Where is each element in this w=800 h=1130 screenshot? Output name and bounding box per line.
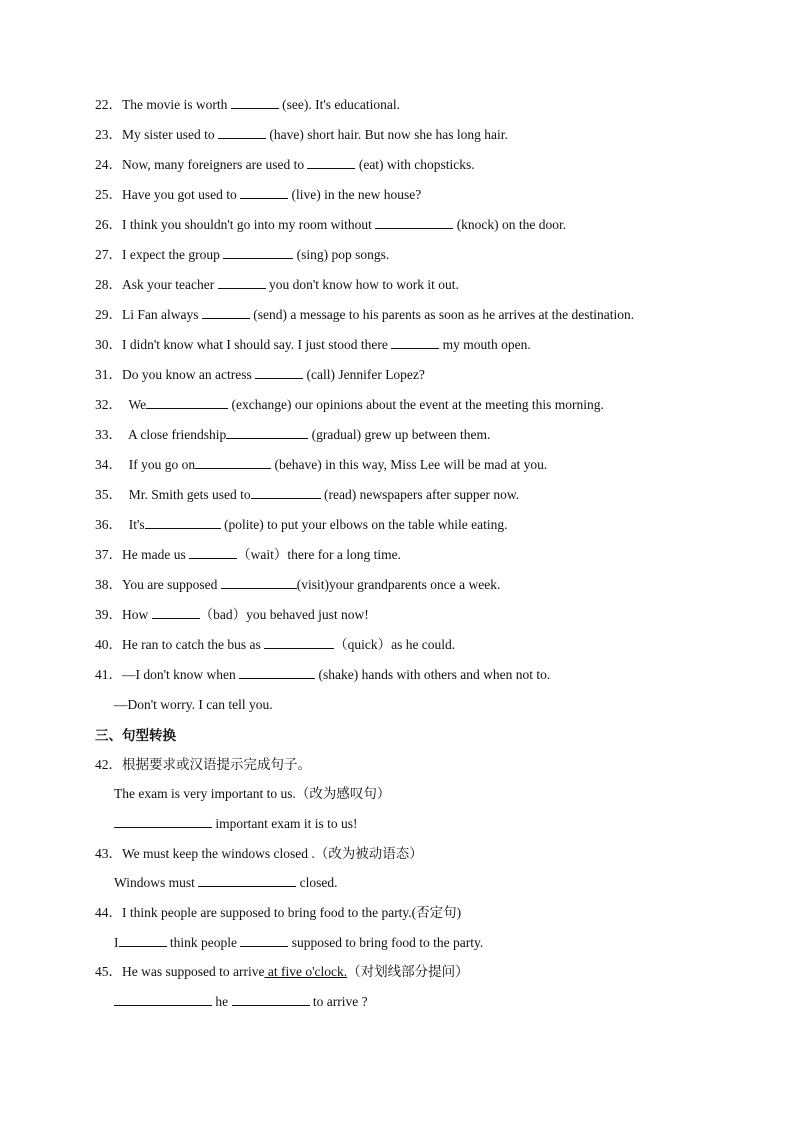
question-text: (polite) to put your elbows on the table while eating. xyxy=(220,517,508,532)
question-q45a xyxy=(114,993,368,1011)
question-text: I expect the group xyxy=(122,247,224,262)
question-q34 xyxy=(95,456,547,474)
question-text: (read) newspapers after supper now. xyxy=(320,487,520,502)
question-number: 34． xyxy=(95,457,122,472)
question-text: my mouth open. xyxy=(439,337,531,352)
question-number: 32． xyxy=(95,397,122,412)
question-text: to arrive ? xyxy=(309,994,368,1009)
question-text: —I don't know when xyxy=(122,667,240,682)
answer-blank[interactable] xyxy=(202,306,250,319)
answer-blank[interactable] xyxy=(152,606,200,619)
question-number: 33． xyxy=(95,427,122,442)
question-number: 35． xyxy=(95,487,122,502)
question-q45 xyxy=(95,963,469,981)
section-heading: 三、句型转换 xyxy=(95,728,176,743)
question-text: think people xyxy=(166,935,241,950)
answer-blank[interactable] xyxy=(391,336,439,349)
question-text: Windows must xyxy=(114,875,199,890)
question-text: (visit)your grandparents once a week. xyxy=(296,577,501,592)
question-text: A close friendship xyxy=(122,427,227,442)
question-text: important exam it is to us! xyxy=(212,816,358,831)
question-text: Ask your teacher xyxy=(122,277,218,292)
answer-blank[interactable] xyxy=(114,815,212,828)
question-number: 39． xyxy=(95,607,122,622)
answer-blank[interactable] xyxy=(195,456,271,469)
question-q41b xyxy=(114,696,273,714)
question-q22 xyxy=(95,96,400,114)
question-q25 xyxy=(95,186,421,204)
answer-blank[interactable] xyxy=(221,576,297,589)
answer-blank[interactable] xyxy=(223,246,293,259)
question-text: （bad）you behaved just now! xyxy=(199,607,369,622)
question-q33 xyxy=(95,426,490,444)
question-q42a xyxy=(114,785,390,803)
question-text: (gradual) grew up between them. xyxy=(308,427,491,442)
answer-blank[interactable] xyxy=(198,874,296,887)
question-number: 40． xyxy=(95,637,122,652)
answer-blank[interactable] xyxy=(375,216,453,229)
question-text: Li Fan always xyxy=(122,307,202,322)
question-q43a xyxy=(114,874,337,892)
question-text: —Don't worry. I can tell you. xyxy=(114,697,273,712)
question-text: (live) in the new house? xyxy=(288,187,422,202)
question-text: (eat) with chopsticks. xyxy=(355,157,475,172)
question-q27 xyxy=(95,246,389,264)
question-text: （quick）as he could. xyxy=(334,637,456,652)
question-q23 xyxy=(95,126,508,144)
question-number: 28． xyxy=(95,277,122,292)
answer-blank[interactable] xyxy=(218,276,266,289)
question-text: I think people are supposed to bring food to the party.(否定句) xyxy=(122,905,462,920)
question-q32 xyxy=(95,396,604,414)
question-text: (send) a message to his parents as soon as he arrives at the destination. xyxy=(249,307,635,322)
question-text: (sing) pop songs. xyxy=(293,247,390,262)
question-q43 xyxy=(95,845,423,863)
answer-blank[interactable] xyxy=(239,666,315,679)
question-text: I think you shouldn't go into my room without xyxy=(122,217,376,232)
question-text: （wait）there for a long time. xyxy=(237,547,401,562)
question-text: I xyxy=(114,935,119,950)
question-number: 23． xyxy=(95,127,122,142)
answer-blank[interactable] xyxy=(264,636,334,649)
question-text: The exam is very important to us.（改为感叹句） xyxy=(114,786,391,801)
question-q37 xyxy=(95,546,401,564)
question-text: Do you know an actress xyxy=(122,367,256,382)
question-text: Have you got used to xyxy=(122,187,241,202)
question-q41 xyxy=(95,666,550,684)
question-number: 25． xyxy=(95,187,122,202)
question-text: supposed to bring food to the party. xyxy=(288,935,484,950)
question-q38 xyxy=(95,576,500,594)
question-q39 xyxy=(95,606,369,624)
question-number: 44． xyxy=(95,905,122,920)
answer-blank[interactable] xyxy=(146,396,228,409)
question-q36 xyxy=(95,516,508,534)
answer-blank[interactable] xyxy=(240,934,288,947)
answer-blank[interactable] xyxy=(119,934,167,947)
question-number: 26． xyxy=(95,217,122,232)
question-text: (exchange) our opinions about the event at the meeting this morning. xyxy=(228,397,604,412)
question-number: 31． xyxy=(95,367,122,382)
question-q28 xyxy=(95,276,459,294)
answer-blank[interactable] xyxy=(226,426,308,439)
question-text: If you go on xyxy=(122,457,196,472)
question-number: 42． xyxy=(95,757,122,772)
question-text: The movie is worth xyxy=(122,97,231,112)
answer-blank[interactable] xyxy=(232,993,310,1006)
answer-blank[interactable] xyxy=(231,96,279,109)
question-q24 xyxy=(95,156,475,174)
answer-blank[interactable] xyxy=(114,993,212,1006)
question-number: 37． xyxy=(95,547,122,562)
question-number: 29． xyxy=(95,307,122,322)
question-number: 41． xyxy=(95,667,122,682)
answer-blank[interactable] xyxy=(189,546,237,559)
question-text: Mr. Smith gets used to xyxy=(122,487,251,502)
question-q40 xyxy=(95,636,455,654)
question-sec3 xyxy=(95,727,176,745)
question-number: 43． xyxy=(95,846,122,861)
question-text: (call) Jennifer Lopez? xyxy=(303,367,425,382)
question-text: Now, many foreigners are used to xyxy=(122,157,308,172)
question-text: How xyxy=(122,607,152,622)
question-q42 xyxy=(95,756,311,774)
question-text: (have) short hair. But now she has long hair. xyxy=(266,127,508,142)
question-q31 xyxy=(95,366,425,384)
question-text: (see). It's educational. xyxy=(278,97,400,112)
question-number: 36． xyxy=(95,517,122,532)
question-number: 22． xyxy=(95,97,122,112)
question-text: (behave) in this way, Miss Lee will be mad at you. xyxy=(271,457,548,472)
question-text: He ran to catch the bus as xyxy=(122,637,265,652)
question-text: he xyxy=(212,994,232,1009)
question-text: We xyxy=(122,397,147,412)
question-text: He was supposed to arrive xyxy=(122,964,265,979)
question-number: 27． xyxy=(95,247,122,262)
question-text: you don't know how to work it out. xyxy=(265,277,459,292)
question-q42b xyxy=(114,815,357,833)
question-q30 xyxy=(95,336,531,354)
question-text: It's xyxy=(122,517,145,532)
answer-blank[interactable] xyxy=(218,126,266,139)
question-q29 xyxy=(95,306,634,324)
question-number: 24． xyxy=(95,157,122,172)
question-q26 xyxy=(95,216,566,234)
underlined-text: at five o'clock. xyxy=(264,964,348,979)
question-q44 xyxy=(95,904,461,922)
answer-blank[interactable] xyxy=(307,156,355,169)
question-q44a xyxy=(114,934,483,952)
answer-blank[interactable] xyxy=(145,516,221,529)
question-text: (knock) on the door. xyxy=(453,217,567,232)
answer-blank[interactable] xyxy=(255,366,303,379)
question-number: 45． xyxy=(95,964,122,979)
question-text: My sister used to xyxy=(122,127,218,142)
question-text: (shake) hands with others and when not to. xyxy=(315,667,551,682)
answer-blank[interactable] xyxy=(251,486,321,499)
question-text: closed. xyxy=(296,875,338,890)
question-number: 30． xyxy=(95,337,122,352)
question-q35 xyxy=(95,486,519,504)
question-text: 根据要求或汉语提示完成句子。 xyxy=(122,757,311,772)
question-text: He made us xyxy=(122,547,190,562)
question-text: We must keep the windows closed .（改为被动语态） xyxy=(122,846,423,861)
question-text: You are supposed xyxy=(122,577,221,592)
question-number: 38． xyxy=(95,577,122,592)
question-text: （对划线部分提问） xyxy=(347,964,469,979)
question-text: I didn't know what I should say. I just stood there xyxy=(122,337,392,352)
answer-blank[interactable] xyxy=(240,186,288,199)
